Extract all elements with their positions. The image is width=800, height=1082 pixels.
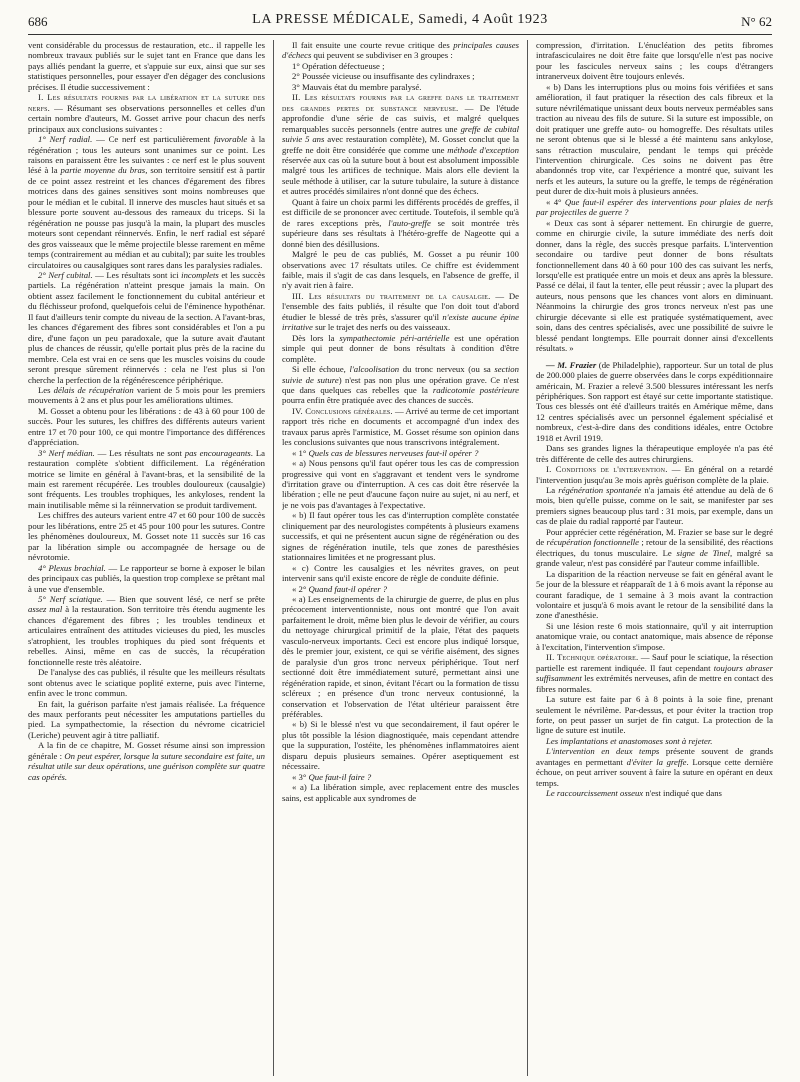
paragraph: « b) Il faut opérer tous les cas d'interruption complète constatée cliniquement par des neurologistes compétents à plusieurs examens successifs, et qui ne présentent aucun signe de régénération ou des signes de régénération inutile, tels que zones de paresthésies stationnaires limitées et ne progressant plus. bbox=[282, 510, 519, 563]
paragraph: Les délais de récupération varient de 5 mois pour les premiers mouvements à 2 ans et plus pour les améliorations ultimes. bbox=[28, 384, 265, 406]
column-1 bbox=[28, 40, 265, 1076]
paragraph: A la fin de ce chapitre, M. Gosset résume ainsi son impression générale : On peut espérer, lorsque la suture secondaire est faite, un résultat utile sur deux opérations, une guérison complète sur quatre cas opérés. bbox=[28, 740, 265, 782]
question: « 1° Quels cas de blessures nerveuses faut-il opérer ? bbox=[292, 447, 479, 458]
paragraph: Les implantations et anastomoses sont à rejeter. bbox=[546, 735, 713, 746]
paragraph: « a) Nous pensons qu'il faut opérer tous les cas de compression progressive qui vont en s'aggravant et tendent vers le syndrome d'irritation grave ou d'interruption. A ces cas doit être réservée la libération ; elle ne peut d'aucune façon nuire au sujet, ni au nerf, et je ne vois pas d'avantages à l'expectative. bbox=[282, 458, 519, 510]
question: « 3° Que faut-il faire ? bbox=[292, 771, 372, 782]
section-heading: I. Les résultats fournis par la libération et la suture des nerfs. — Résumant ses observations personnelles et celles d'un certain nombre d'auteurs, M. Gosset arrive pour chacun des nerfs principaux aux conclusions suivantes : bbox=[28, 92, 265, 134]
section-heading: I. Conditions de l'intervention. — En général on a retardé l'intervention jusqu'au 3e mois après guérison complète de la plaie. bbox=[536, 464, 773, 485]
question: « 4° Que faut-il espérer des interventions pour plaies de nerfs par projectiles de guerre ? bbox=[536, 196, 773, 218]
paragraph: « a) La libération simple, avec replacement entre des muscles sains, est applicable aux syndromes de bbox=[282, 782, 519, 803]
section-heading: IV. Conclusions générales. — Arrivé au terme de cet important rapport très riche en documents et accompagné d'un index des travaux parus après l'armistice, M. Gosset résume son opinion dans les conclusions suivantes que nous transcrivons intégralement. bbox=[282, 405, 519, 448]
paragraph: 2° Nerf cubital. — Les résultats sont ici incomplets et les succès partiels. La régénération n'atteint presque jamais la main. On obtient assez facilement le fonctionnement du cubital antérieur et du fléchisseur profond, quelquefois celui de l'éminence hypothénar. Il faut d'ailleurs tenir compte du niveau de la section. A l'avant-bras, les chances d'égarement des fibres sont considérables et l'on a pu dire, d'une façon un peu paradoxale, que la suture avait d'autant plus de chances de réussir, qu'elle portait plus près de la racine du membre. Cela est vrai en ce sens que les muscles voisins du coude seront presque sûrement réinnervés : cela ne l'est plus si l'on cherche la perfection de la régénérescence périphérique. bbox=[28, 269, 265, 385]
column-divider bbox=[273, 40, 274, 1076]
paragraph: Le raccourcissement osseux n'est indiqué que dans bbox=[546, 788, 722, 799]
paragraph: La régénération spontanée n'a jamais été attendue au delà de 6 mois, bien qu'elle puisse, comme on le sait, se manifester par ses premiers signes beaucoup plus tard : 31 mois, par exemple, dans un cas de plaie du radial rapporté par l'auteur. bbox=[536, 485, 773, 527]
paragraph: En fait, la guérison parfaite n'est jamais réalisée. La fréquence des maux perforants peut nécessiter les amputations partielles du pied. La sympathectomie, la résection du névrome cicatriciel (Leriche) peuvent agir à titre palliatif. bbox=[28, 698, 265, 740]
paragraph: Dans ses grandes lignes la thérapeutique employée n'a pas été très différente de celle des autres chirurgiens. bbox=[536, 443, 773, 464]
paragraph: Quant à faire un choix parmi les différents procédés de greffes, il est difficile de se prononcer avec certitude. Toutefois, il semble qu'à de rares exceptions près, l'auto-greffe se soit montrée très supérieure dans ses résultats à l'hétéro-greffe de Nageotte qui a donné bien des désillusions. bbox=[282, 196, 519, 249]
paragraph: L'intervention en deux temps présente souvent de grands avantages en permettant d'éviter la greffe. Lorsque cette dernière échoue, on peut arriver souvent à faire la suture en opérant en deux temps. bbox=[536, 746, 773, 788]
paragraph: « c) Contre les causalgies et les névrites graves, on peut intervenir sans qu'il existe encore de règle de conduite définie. bbox=[282, 562, 519, 584]
paragraph: 1° Nerf radial. — Ce nerf est particulièrement favorable à la régénération ; tous les auteurs sont unanimes sur ce point. Les raisons en paraissent être les suivantes : ce nerf est le plus souvent lésé à la partie moyenne du bras, son territoire sensitif est à partir de ce point assez restreint et les chances d'égarement des fibres motrices dans des gaines sensitives sont moins nombreuses que pour le médian et le cubital. Il innerve des muscles haut situés et sa blessure porte souvent au-dessous des rameaux du triceps. Si la régénération ne pousse pas jusqu'à la main, la plupart des muscles moteurs sont cependant réinnervés. Enfin, le nerf radial est séparé des gros vaisseaux que le même projectile blesse rarement en même temps (contrairement au médian et au cubital); par suite les troubles circulatoires ou causalgiques sont rares dans les paralysies radiales. bbox=[28, 134, 265, 270]
section-heading: II. Les résultats fournis par la greffe dans le traitement des grandes pertes de substance nerveuse. — De l'étude approfondie d'une série de cas suivis, et malgré quelques remarquables succès personnels (entre autres une greffe de cubital suivie 5 ans avec restauration complète), M. Gosset conclut que la greffe ne doit être considérée que comme une méthode d'exception réservée aux cas où la suture bout à bout est absolument impossible malgré tous les artifices de technique. Mais alors elle devient la seule méthode à utiliser, car la suture tubulaire, la suture à distance et autres procédés similaires n'ont donné que des échecs. bbox=[282, 92, 519, 197]
page-number: 686 bbox=[28, 14, 48, 29]
page-header bbox=[28, 12, 772, 34]
paragraph: « Deux cas sont à séparer nettement. En chirurgie de guerre, comme en chirurgie civile, la suture immédiate des nerfs doit donner, dans la règle, des succès presque parfaits. L'intervention secondaire ou tardive peut donner de bons résultats fonctionnellement dans 40 à 60 pour 100 des cas suivant les nerfs, lorsqu'elle est pratiquée entre un mois et deux ans après la blessure. Passé ce délai, il faut la tenter, elle peut réussir ; avec la plupart des auteurs, nous pensons que les chances vont alors en diminuant. Néanmoins la chirurgie des gros troncs nerveux n'est pas une chirurgie décevante si elle est pratiquée systématiquement, avec soin, dans des centres spécialisés, avec une possibilité de suivre le blessé pendant longtemps. Elle pourrait donner ainsi d'excellents résultats. » bbox=[536, 217, 773, 354]
section-heading: III. Les résultats du traitement de la causalgie. — De l'ensemble des faits publiés, il résulte que l'on doit tout d'abord étudier le blessé de très près, s'assurer qu'il n'existe aucune épine irritative sur le trajet des nerfs ou des vaisseaux. bbox=[282, 290, 519, 333]
paragraph: Il fait ensuite une courte revue critique des principales causes d'échecs qui peuvent se subdiviser en 3 groupes : bbox=[282, 40, 519, 61]
header-rule bbox=[28, 34, 772, 35]
paragraph: Malgré le peu de cas publiés, M. Gosset a pu réunir 100 observations avec 17 résultats utiles. Ce chiffre est évidemment faible, mais il s'agit de cas dans lesquels, en l'absence de greffe, il n'y avait rien à faire. bbox=[282, 249, 519, 291]
paragraph: De l'analyse des cas publiés, il résulte que les meilleurs résultats sont obtenus avec le sciatique poplité externe, puis avec l'interne, enfin avec le tronc commun. bbox=[28, 667, 265, 699]
paragraph: vent considérable du processus de restauration, etc.. il rappelle les nombreux travaux publiés sur le sujet tant en France que dans les pays alliés pendant la guerre, et s'appuie sur eux, ainsi que sur ses statistiques personnelles, pour essayer d'en dégager des conclusions précises. Il étudie successivement : bbox=[28, 40, 265, 92]
paragraph: M. Gosset a obtenu pour les libérations : de 43 à 60 pour 100 de succès. Pour les sutures, les chiffres des différents auteurs varient entre 17 et 70 pour 100, ce qui montre l'importance des différences d'appréciation. bbox=[28, 405, 265, 448]
paragraph: Dès lors la sympathectomie péri-artérielle est une opération simple qui peut donner de bons résultats à condition d'être complète. bbox=[282, 332, 519, 364]
paragraph: 5° Nerf sciatique. — Bien que souvent lésé, ce nerf se prête assez mal à la restauration. Son territoire très étendu augmente les chances d'égarement des fibres ; les troubles tendineux et articulaires entraînent des attitudes vicieuses du pied, les muscles s'atrophient, les troubles trophiques du pied sont fréquents et rebelles. Ainsi, même en cas de succès, la récupération fonctionnelle reste très aléatoire. bbox=[28, 594, 265, 667]
column-divider bbox=[527, 40, 528, 1076]
paragraph: Si une lésion reste 6 mois stationnaire, qu'il y ait interruption anatomique vraie, ou contact anatomique, mais absence de réponse à l'excitation, l'intervention s'impose. bbox=[536, 620, 773, 652]
paragraph: Les chiffres des auteurs varient entre 47 et 60 pour 100 de succès pour les libérations, entre 25 et 45 pour 100 pour les sutures. Contre les phénomènes douloureux, M. Gosset note 11 succès sur 16 cas par la libération simple ou accompagnée de hersage ou de névrotomie. bbox=[28, 510, 265, 563]
question: « 2° Quand faut-il opérer ? bbox=[292, 583, 388, 594]
paragraph: Pour apprécier cette régénération, M. Frazier se base sur le degré de récupération fonctionnelle ; retour de la sensibilité, des réactions électriques, du tonus musculaire. Le signe de Tinel, malgré sa grande valeur, n'est pas considéré par l'auteur comme infaillible. bbox=[536, 526, 773, 569]
paragraph: La disparition de la réaction nerveuse se fait en général avant le 5e jour de la blessure et réapparaît de 1 à 6 mois avant la réponse au courant faradique, de 1 semaine à 3 mois avant la contraction volontaire et jusqu'à 6 mois avant le retour de la sensibilité dans la zone d'anesthésie. bbox=[536, 568, 773, 621]
paragraph: 3° Nerf médian. — Les résultats ne sont pas encourageants. La restauration complète s'obtient difficilement. La régénération motrice se limite en général à l'avant-bras, et la sensibilité de la main est rarement récupérée. Les troubles douloureux (causalgie) sont fréquents. Les troubles trophiques, les ankyloses, rendent la main inutilisable même si la réinnervation se produit tardivement. bbox=[28, 447, 265, 510]
paragraph: — M. Frazier (de Philadelphie), rapporteur. Sur un total de plus de 200.000 plaies de guerre observées dans le corps expéditionnaire américain, M. Frazier a relevé 3.500 blessures intéressant les nerfs périphériques. Son rapport est étayé sur cette importante statistique. Tous ces blessés ont été d'ailleurs traités en Amérique même, dans 12 centres spécialisés avec un personnel également spécialisé et nombreux, c'est-à-dire dans des conditions idéales, entre Octobre 1918 et Avril 1919. bbox=[536, 359, 773, 443]
section-heading: II. Technique opératoire. — Sauf pour le sciatique, la résection partielle est rarement indiquée. Il faut cependant toujours abraser suffisamment les extrémités nerveuses, afin de mettre en contact des fibres normales. bbox=[536, 652, 773, 694]
paragraph: compression, d'irritation. L'énucléation des petits fibromes intrafasciculaires ne doit être faite que lorsqu'elle n'est pas nocive pour les fascicules nerveux sains ; les coups d'étrangers intranerveux doivent être toujours enlevés. bbox=[536, 40, 773, 82]
paragraph: « a) Les enseignements de la chirurgie de guerre, de plus en plus précocement interventionniste, nous ont montré que l'on avait parfaitement le droit, même bien plus le devoir de vérifier, au cours du nettoyage chirurgical primitif de la plaie, l'état des paquets vasculo-nerveux importants. Ceci est encore plus indiqué lorsque, dès le premier jour, existent, ce qui se vérifie aisément, des signes de paralysie d'un gros tronc nerveux périphérique. Tout nerf sectionné doit être immédiatement suturé, permettant ainsi une régénération rapide, et sinon, évitant l'écart ou la formation de tissu scléreux ; en présence d'un tronc nerveux contusionné, la conservation et l'observation de l'état ultérieur paraissent être préférables. bbox=[282, 594, 519, 719]
issue-number: N° 62 bbox=[741, 14, 772, 29]
list-item: 3° Mauvais état du membre paralysé. bbox=[292, 81, 422, 92]
list-item: 2° Poussée vicieuse ou insuffisante des cylindraxes ; bbox=[292, 71, 475, 82]
paragraph: Si elle échoue, l'alcoolisation du tronc nerveux (ou sa section suivie de suture) n'est pas non plus une opération grave. Ce n'est que dans quelques cas rebelles que la radicotomie postérieure pourra enfin être pratiquée avec des chances de succès. bbox=[282, 364, 519, 406]
list-item: 1° Opération défectueuse ; bbox=[292, 60, 385, 71]
journal-title: LA PRESSE MÉDICALE, Samedi, 4 Août 1923 bbox=[252, 12, 548, 27]
column-3 bbox=[536, 40, 773, 1076]
column-2 bbox=[282, 40, 519, 1076]
paragraph: « b) Si le blessé n'est vu que secondairement, il faut opérer le plus tôt possible la lésion diagnostiquée, mais cependant attendre que la suppuration, l'ostéite, les phénomènes inflammatoires aient disparu depuis plusieurs semaines. Opérer aseptiquement est nécessaire. bbox=[282, 719, 519, 772]
paragraph: 4° Plexus brachial. — Le rapporteur se borne à exposer le bilan des principaux cas publiés, la question trop complexe se prêtant mal à une vue d'ensemble. bbox=[28, 562, 265, 594]
paragraph: La suture est faite par 6 à 8 points à la soie fine, prenant seulement le névrilème. Par-dessus, et pour éviter la traction trop forte, on peut passer un surjet de fin catgut. La protection de la ligne de suture est inutile. bbox=[536, 694, 773, 736]
paragraph: « b) Dans les interruptions plus ou moins fois vérifiées et sans amélioration, il faut pratiquer la résection des cals fibreux et la suture névrilématique unissant deux bouts nerveux perméables sans traction au niveau des fils de suture. Si la suture est impossible, on doit pratiquer une greffe auto- ou homogreffe. Des résultats utiles ne seront obtenus que si le blessé a été maintenu sans ankylose, sans rétraction musculaire, pendant le temps qui précède l'intervention chirurgicale. Ces soins ne doivent pas être abandonnés trop vite, car l'expérience a montré que, suivant les nerfs et les auteurs, la suture ou la greffe, le temps de régénération peut durer de dix-huit mois à plusieurs années. bbox=[536, 81, 773, 197]
